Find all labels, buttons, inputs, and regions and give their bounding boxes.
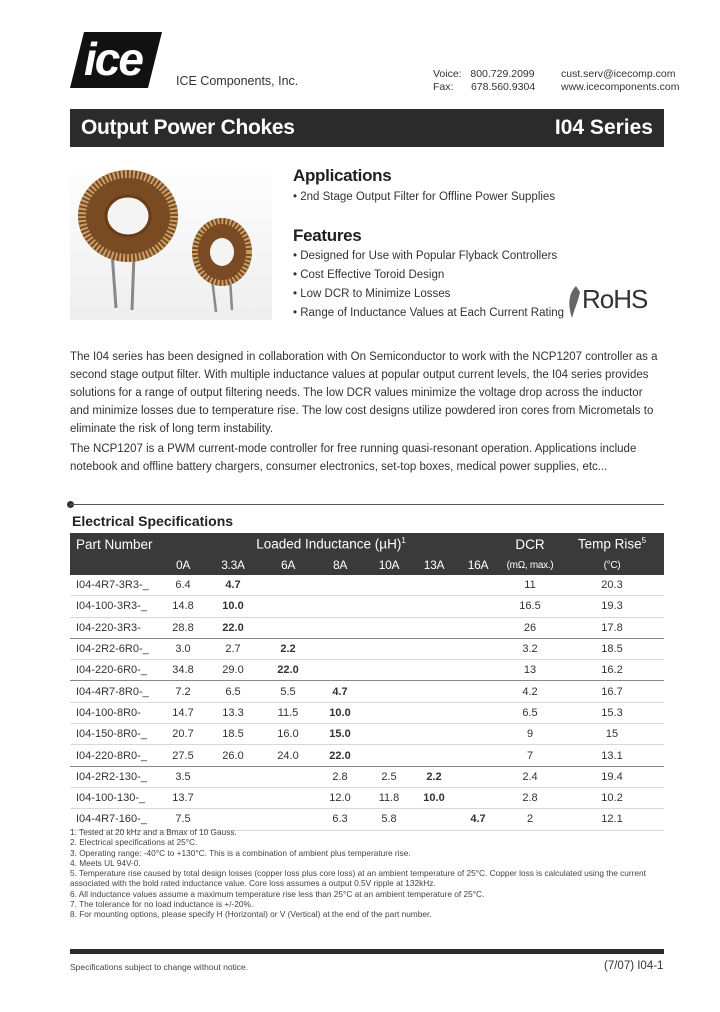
inductance-cell (204, 766, 262, 787)
dcr-cell: 13 (500, 660, 560, 681)
series-name: I04 Series (554, 116, 653, 139)
dcr-cell: 26 (500, 617, 560, 638)
inductance-cell (366, 575, 412, 596)
dcr-cell: 16.5 (500, 596, 560, 617)
table-row (70, 596, 664, 617)
inductance-cell (366, 638, 412, 659)
inductance-cell: 2.2 (262, 638, 314, 659)
col-header-temp-unit: (°C) (560, 555, 664, 575)
part-number-cell: I04-2R2-130-_ (70, 766, 162, 787)
logo-text: ice (84, 33, 142, 85)
table-row (70, 745, 664, 766)
footnote: 7. The tolerance for no load inductance is +/-20%. (70, 899, 254, 910)
company-name: ICE Components, Inc. (176, 74, 299, 88)
inductance-cell (366, 724, 412, 745)
inductance-cell: 5.5 (262, 681, 314, 702)
footer-page-number: (7/07) I04-1 (604, 960, 664, 972)
temp-rise-cell: 15.3 (560, 702, 664, 723)
page-title: Output Power Chokes (81, 116, 295, 139)
ice-logo (70, 28, 162, 92)
inductance-cell: 7.2 (162, 681, 204, 702)
inductance-cell: 29.0 (204, 660, 262, 681)
table-row (70, 681, 664, 702)
inductance-cell (412, 702, 456, 723)
product-image (70, 160, 272, 320)
spec-table (70, 533, 664, 831)
inductance-cell: 16.0 (262, 724, 314, 745)
inductance-cell (314, 596, 366, 617)
temp-rise-cell: 17.8 (560, 617, 664, 638)
inductance-cell (412, 596, 456, 617)
features-item: • Cost Effective Toroid Design (293, 266, 564, 285)
section-divider (70, 504, 664, 505)
part-number-cell: I04-4R7-3R3-_ (70, 575, 162, 596)
applications-heading: Applications (293, 166, 392, 185)
footer-disclaimer: Specifications subject to change without notice. (70, 962, 249, 972)
spec-table-body (70, 575, 664, 830)
inductance-cell: 4.7 (456, 809, 500, 830)
contact-phone-block (433, 68, 535, 94)
table-row (70, 724, 664, 745)
features-item: • Range of Inductance Values at Each Current Rating (293, 304, 564, 323)
dcr-cell: 2 (500, 809, 560, 830)
col-header-dcr: DCR (500, 533, 560, 555)
inductance-cell (412, 681, 456, 702)
inductance-cell: 4.7 (204, 575, 262, 596)
temp-rise-cell: 18.5 (560, 638, 664, 659)
inductance-cell: 13.7 (162, 787, 204, 808)
email-link[interactable]: cust.serv@icecomp.com (561, 68, 676, 80)
inductance-cell (366, 745, 412, 766)
part-number-cell: I04-220-6R0-_ (70, 660, 162, 681)
temp-rise-cell: 19.4 (560, 766, 664, 787)
inductance-cell: 11.8 (366, 787, 412, 808)
col-header-current: 16A (456, 555, 500, 575)
table-row (70, 617, 664, 638)
fax-label: Fax: (433, 81, 454, 93)
col-header-current: 0A (162, 555, 204, 575)
inductance-cell (456, 617, 500, 638)
inductance-cell (314, 638, 366, 659)
inductance-cell: 13.3 (204, 702, 262, 723)
inductance-cell (366, 596, 412, 617)
temp-rise-label: Temp Rise (577, 536, 642, 552)
temp-rise-cell: 16.7 (560, 681, 664, 702)
inductance-cell: 4.7 (314, 681, 366, 702)
part-number-cell: I04-4R7-8R0-_ (70, 681, 162, 702)
voice-number: 800.729.2099 (470, 68, 535, 80)
inductance-cell: 15.0 (314, 724, 366, 745)
applications-list (293, 188, 555, 207)
inductance-cell: 10.0 (314, 702, 366, 723)
inductance-cell (314, 575, 366, 596)
temp-rise-cell: 19.3 (560, 596, 664, 617)
inductance-cell: 14.8 (162, 596, 204, 617)
inductance-cell: 22.0 (262, 660, 314, 681)
inductance-cell (456, 575, 500, 596)
website-link[interactable]: www.icecomponents.com (561, 81, 680, 93)
inductance-cell (456, 681, 500, 702)
inductance-cell: 20.7 (162, 724, 204, 745)
part-number-cell: I04-4R7-160-_ (70, 809, 162, 830)
temp-rise-cell: 16.2 (560, 660, 664, 681)
part-number-cell: I04-2R2-6R0-_ (70, 638, 162, 659)
inductance-cell: 12.0 (314, 787, 366, 808)
inductance-cell (412, 660, 456, 681)
inductance-cell (456, 724, 500, 745)
inductance-cell: 26.0 (204, 745, 262, 766)
inductance-cell (412, 617, 456, 638)
part-number-cell: I04-100-8R0- (70, 702, 162, 723)
inductance-cell (456, 766, 500, 787)
loaded-inductance-label: Loaded Inductance (µH) (256, 536, 402, 552)
dcr-cell: 6.5 (500, 702, 560, 723)
footnote: 5. Temperature rise caused by total design losses (copper loss plus core loss) at an ambient temperature of 25°C. Copper loss is calculated using the current associated with the bold rated inductance value. Core loss assumes a output 0.5V ripple at 132kHz. (70, 868, 646, 889)
inductance-cell: 18.5 (204, 724, 262, 745)
inductance-cell (456, 745, 500, 766)
description-paragraph: The I04 series has been designed in collaboration with On Semiconductor to work with the NCP1207 controller as a second stage output filter. With multiple inductance values at popular output current levels, the I04 series provides solutions for a range of output filtering needs. The low DCR values minimize the voltage drop across the inductor and minimize losses due to temperature rise. The low cost designs utilize powdered iron cores from Micrometals to eliminate the risk of long term instability. (70, 351, 658, 435)
footnotes (70, 827, 670, 920)
footnote: 3. Operating range: -40°C to +130°C. This is a combination of ambient plus temperature rise. (70, 847, 411, 858)
title-bar (70, 109, 664, 147)
inductance-cell: 22.0 (314, 745, 366, 766)
inductance-cell: 14.7 (162, 702, 204, 723)
inductance-cell (262, 617, 314, 638)
inductance-cell (412, 638, 456, 659)
inductance-cell: 24.0 (262, 745, 314, 766)
temp-rise-cell: 20.3 (560, 575, 664, 596)
inductance-cell: 7.5 (162, 809, 204, 830)
leaf-icon (566, 284, 582, 320)
table-row (70, 702, 664, 723)
inductance-cell: 2.5 (366, 766, 412, 787)
inductance-cell (366, 681, 412, 702)
footer-divider (70, 949, 664, 954)
fax-number: 678.560.9304 (470, 81, 536, 93)
temp-rise-cell: 10.2 (560, 787, 664, 808)
footnote: 2. Electrical specifications at 25°C. (70, 837, 198, 848)
rohs-text: RoHS (582, 284, 648, 314)
dcr-cell: 2.4 (500, 766, 560, 787)
inductance-cell (412, 745, 456, 766)
footnote: 1. Tested at 20 kHz and a Bmax of 10 Gauss. (70, 827, 237, 837)
part-number-cell: I04-220-3R3- (70, 617, 162, 638)
inductance-cell (456, 660, 500, 681)
footnote: 4. Meets UL 94V-0. (70, 857, 141, 868)
col-header-current: 3.3A (204, 555, 262, 575)
part-number-cell: I04-100-130-_ (70, 787, 162, 808)
inductance-cell: 6.4 (162, 575, 204, 596)
inductance-cell: 6.5 (204, 681, 262, 702)
col-header-dcr-unit: (mΩ, max.) (500, 555, 560, 575)
part-number-cell: I04-220-8R0-_ (70, 745, 162, 766)
dcr-cell: 11 (500, 575, 560, 596)
inductance-cell: 2.8 (314, 766, 366, 787)
table-row (70, 766, 664, 787)
inductance-cell: 11.5 (262, 702, 314, 723)
inductance-cell (366, 702, 412, 723)
inductance-cell: 2.7 (204, 638, 262, 659)
inductance-cell: 6.3 (314, 809, 366, 830)
col-subheader-blank (70, 555, 162, 575)
description-paragraph: The NCP1207 is a PWM current-mode controller for free running quasi-resonant operation. Applications include notebook and offline battery chargers, consumer electronics, set-top boxes, medical power supplies, etc... (70, 443, 637, 473)
inductance-cell (314, 617, 366, 638)
part-number-cell: I04-100-3R3-_ (70, 596, 162, 617)
inductance-cell (456, 787, 500, 808)
part-number-cell: I04-150-8R0-_ (70, 724, 162, 745)
dcr-cell: 2.8 (500, 787, 560, 808)
inductance-cell (366, 617, 412, 638)
applications-item: • 2nd Stage Output Filter for Offline Power Supplies (293, 188, 555, 207)
inductance-cell: 5.8 (366, 809, 412, 830)
temp-rise-cell: 15 (560, 724, 664, 745)
table-row (70, 787, 664, 808)
footnote-ref: 1 (401, 536, 406, 546)
inductance-cell (366, 660, 412, 681)
dcr-cell: 9 (500, 724, 560, 745)
features-item: • Designed for Use with Popular Flyback Controllers (293, 247, 564, 266)
temp-rise-cell: 13.1 (560, 745, 664, 766)
inductance-cell: 10.0 (204, 596, 262, 617)
inductance-cell (262, 575, 314, 596)
col-header-temp-rise (560, 533, 664, 555)
inductance-cell: 22.0 (204, 617, 262, 638)
inductance-cell: 34.8 (162, 660, 204, 681)
spec-heading: Electrical Specifications (72, 513, 234, 529)
contact-web-block (561, 68, 679, 94)
inductance-cell (456, 638, 500, 659)
inductance-cell (262, 766, 314, 787)
table-row (70, 660, 664, 681)
footnote: 8. For mounting options, please specify H (Horizontal) or V (Vertical) at the end of the part number. (70, 909, 432, 920)
inductance-cell: 3.0 (162, 638, 204, 659)
inductance-cell: 27.5 (162, 745, 204, 766)
inductance-cell (412, 575, 456, 596)
table-row (70, 575, 664, 596)
inductance-cell (262, 787, 314, 808)
inductance-cell: 3.5 (162, 766, 204, 787)
col-header-loaded-inductance (162, 533, 500, 555)
inductance-cell (456, 596, 500, 617)
inductance-cell (412, 724, 456, 745)
rohs-logo (566, 284, 656, 320)
footnote: 6. All inductance values assume a maximum temperature rise less than 25°C at an ambient temperature of 25°C. (70, 888, 485, 899)
inductance-cell: 28.8 (162, 617, 204, 638)
inductance-cell: 2.2 (412, 766, 456, 787)
col-header-current: 6A (262, 555, 314, 575)
col-header-current: 13A (412, 555, 456, 575)
dcr-cell: 3.2 (500, 638, 560, 659)
col-header-part-number: Part Number (70, 533, 162, 555)
inductance-cell: 10.0 (412, 787, 456, 808)
features-heading: Features (293, 226, 362, 245)
table-row (70, 638, 664, 659)
dcr-cell: 7 (500, 745, 560, 766)
footnote-ref: 5 (641, 536, 647, 546)
inductance-cell (262, 596, 314, 617)
inductance-cell (204, 787, 262, 808)
temp-rise-cell: 12.1 (560, 809, 664, 830)
features-list (293, 247, 564, 323)
dcr-cell: 4.2 (500, 681, 560, 702)
inductance-cell (456, 702, 500, 723)
col-header-current: 8A (314, 555, 366, 575)
inductance-cell (314, 660, 366, 681)
voice-label: Voice: (433, 68, 462, 80)
features-item: • Low DCR to Minimize Losses (293, 285, 564, 304)
col-header-current: 10A (366, 555, 412, 575)
